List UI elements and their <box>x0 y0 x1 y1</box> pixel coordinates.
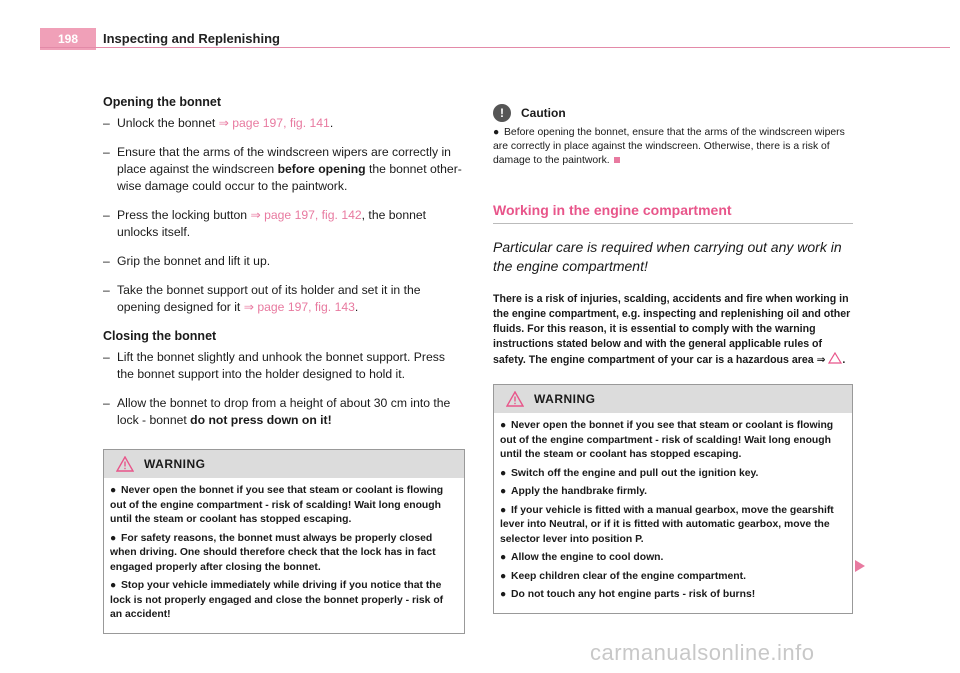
warning-item: ● Apply the handbrake firmly. <box>500 486 648 497</box>
warning-triangle-icon <box>116 456 134 472</box>
warning-item: ● If your vehicle is fitted with a manual gearbox, move the gearshift lever into Neutral, or if it is fitted with automatic gearbox, move the selector lever into position P. <box>500 504 834 545</box>
warning-header <box>494 385 852 413</box>
section-rule <box>493 223 853 224</box>
warning-triangle-icon <box>506 391 524 407</box>
warning-item: ● Keep children clear of the engine compartment. <box>500 570 746 582</box>
right-column <box>493 104 853 614</box>
step-item: – Allow the bonnet to drop from a height of about 30 cm into the lock - bonnet do not press down on it! <box>103 396 451 427</box>
warning-label: WARNING <box>534 391 596 406</box>
section-paragraph: There is a risk of injuries, scalding, accidents and fire when working in the engine compartment, e.g. inspecting and replenishing oil and other fluids. For this reason, it is essential to comply with the warning instructions stated below and with the general applicable rules of safety. The engine compartment of your car is a hazardous area ⇒ . <box>493 293 851 366</box>
end-mark-icon <box>614 157 620 163</box>
step-item: – Ensure that the arms of the windscreen wipers are correctly in place against the windscreen before opening the bonnet other-wise damage could occur to the paintwork. <box>103 145 462 193</box>
warning-box <box>493 384 853 614</box>
step-item: – Unlock the bonnet ⇒ page 197, fig. 141. <box>103 116 334 130</box>
page-number: 198 <box>40 28 96 50</box>
header-title: Inspecting and Replenishing <box>103 31 280 46</box>
caution-label: Caution <box>521 105 566 120</box>
warning-header <box>104 450 464 478</box>
warning-item: ● Do not touch any hot engine parts - risk of burns! <box>500 589 756 600</box>
caution-icon: ! <box>493 104 511 122</box>
step-item: – Take the bonnet support out of its holder and set it in the opening designed for it ⇒ page 197, fig. 143. <box>103 283 421 314</box>
closing-heading: Closing the bonnet <box>103 329 217 343</box>
page-link[interactable]: ⇒ page 197, fig. 142 <box>250 208 362 222</box>
left-column <box>103 94 465 634</box>
opening-heading: Opening the bonnet <box>103 95 222 109</box>
warning-item: ● For safety reasons, the bonnet must always be properly closed when driving. One should therefore check that the lock has in fact engaged properly after closing the bonnet. <box>110 532 436 573</box>
warning-item: ● Never open the bonnet if you see that steam or coolant is flowing out of the engine compartment - risk of scalding! Wait long enough until the steam or coolant has stopped escaping. <box>110 485 444 525</box>
watermark: carmanualsonline.info <box>590 640 815 665</box>
warning-item: ● Switch off the engine and pull out the ignition key. <box>500 467 759 479</box>
warning-label: WARNING <box>144 456 206 471</box>
warning-item: ● Allow the engine to cool down. <box>500 552 664 563</box>
header-rule <box>40 47 950 48</box>
section-title: Working in the engine compartment <box>493 202 732 218</box>
step-item: – Grip the bonnet and lift it up. <box>103 254 271 268</box>
caution-header <box>493 104 853 122</box>
warning-item: ● Never open the bonnet if you see that steam or coolant is flowing out of the engine compartment - risk of scalding! Wait long enough until the steam or coolant has stopped escaping. <box>500 420 834 460</box>
page-link[interactable]: ⇒ page 197, fig. 141 <box>218 116 330 130</box>
step-item: – Press the locking button ⇒ page 197, fig. 142, the bonnet unlocks itself. <box>103 208 427 239</box>
section-lead: Particular care is required when carrying out any work in the engine compartment! <box>493 239 842 274</box>
warning-item: ● Stop your vehicle immediately while driving if you notice that the lock is not properly engaged and close the bonnet properly - risk of an accident! <box>110 580 444 620</box>
continue-arrow-icon <box>855 560 865 572</box>
page-link[interactable]: ⇒ page 197, fig. 143 <box>243 300 355 314</box>
warning-triangle-icon <box>828 352 842 364</box>
caution-text: ● Before opening the bonnet, ensure that the arms of the windscreen wipers are correctly in place against the windscreen. Otherwise, there is a risk of damage to the paintwork. <box>493 127 845 166</box>
step-item: – Lift the bonnet slightly and unhook the bonnet support. Press the bonnet support into the holder designed to hold it. <box>103 350 445 381</box>
warning-box <box>103 449 465 634</box>
